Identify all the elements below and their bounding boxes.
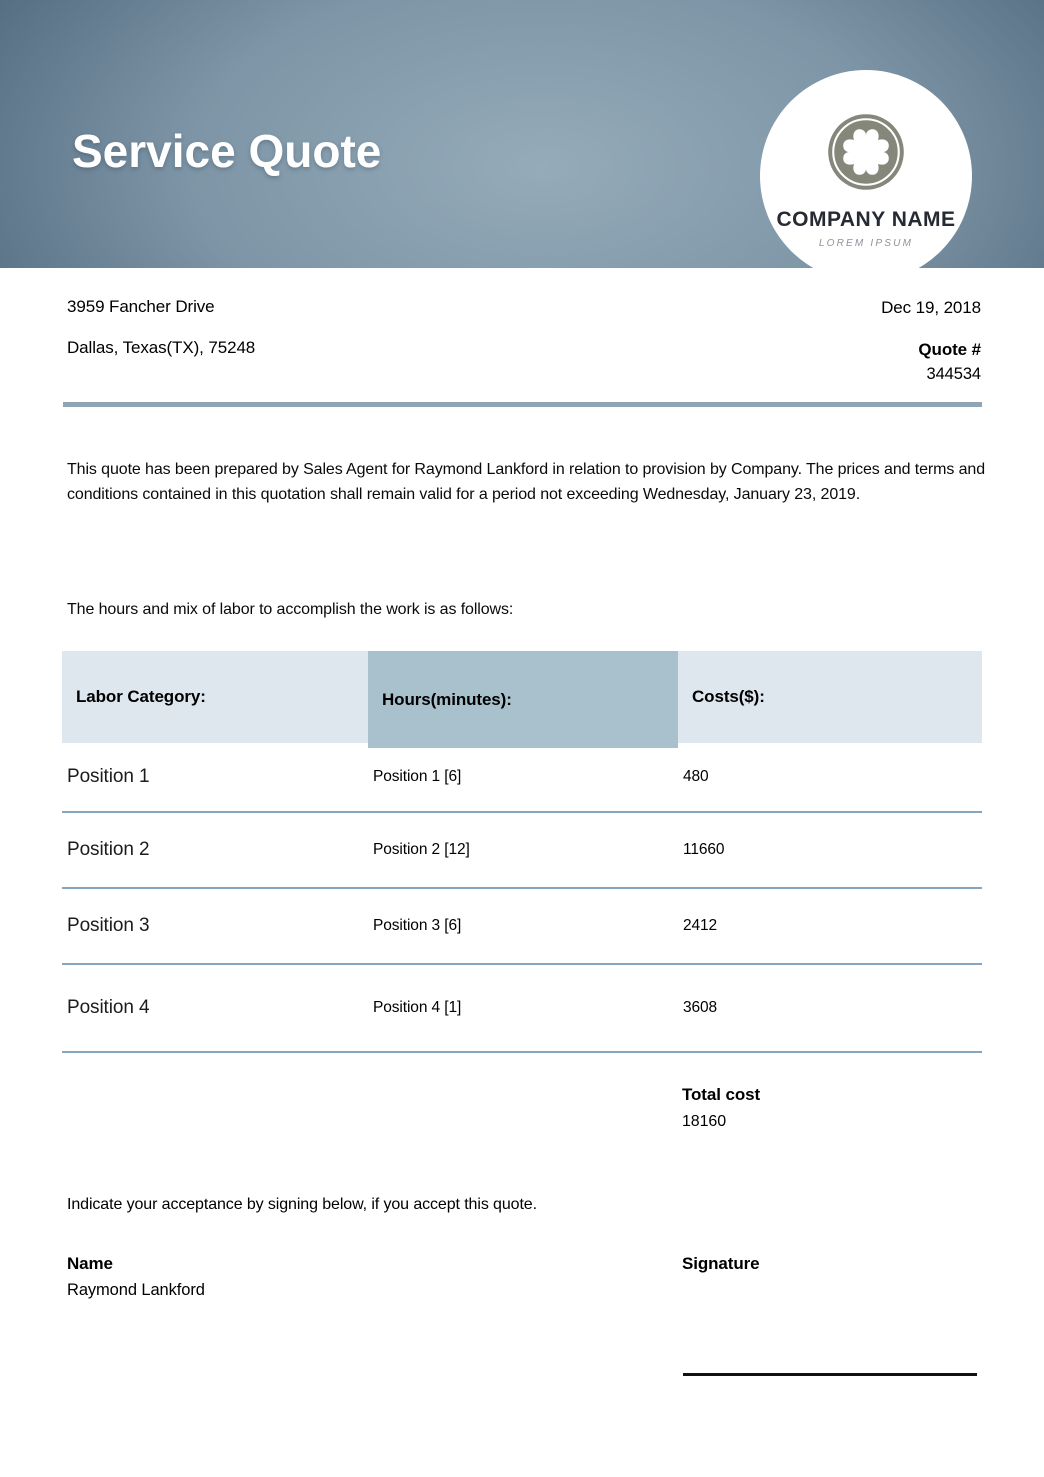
cell-cost: 11660 [683,841,725,858]
header-banner [0,0,1044,268]
cell-labor-category: Position 1 [67,766,150,787]
signature-label: Signature [682,1254,760,1273]
quote-date: Dec 19, 2018 [881,298,981,317]
acceptance-instruction: Indicate your acceptance by signing below, if you accept this quote. [67,1196,537,1213]
column-header-labor-category: Labor Category: [62,651,368,743]
cell-hours: Position 4 [1] [373,999,462,1016]
address-line-2: Dallas, Texas(TX), 75248 [67,338,256,357]
name-label: Name [67,1254,113,1273]
company-name: COMPANY NAME [776,208,956,231]
signature-line [683,1373,977,1376]
column-header-hours: Hours(minutes): [368,651,678,748]
cell-labor-category: Position 4 [67,997,150,1018]
cell-labor-category: Position 2 [67,839,150,860]
cell-hours: Position 3 [6] [373,917,462,934]
table-row [62,965,982,1053]
cell-hours: Position 2 [12] [373,841,470,858]
address-line-1: 3959 Fancher Drive [67,297,215,316]
quote-number-label: Quote # [918,340,981,359]
quote-number-value: 344534 [926,365,981,383]
column-header-costs: Costs($): [678,651,982,743]
table-row [62,813,982,889]
total-cost-value: 18160 [682,1113,726,1130]
customer-name: Raymond Lankford [67,1281,205,1299]
total-cost-label: Total cost [682,1085,761,1104]
cell-cost: 3608 [683,999,718,1016]
page-title: Service Quote [72,125,382,177]
cell-cost: 2412 [683,917,718,934]
cell-hours: Position 1 [6] [373,768,462,785]
clover-icon [824,110,908,194]
company-tagline: LOREM IPSUM [818,238,914,249]
labor-table [62,651,982,1053]
labor-intro-text: The hours and mix of labor to accomplish the work is as follows: [67,601,514,618]
table-header-row [62,651,982,743]
table-row [62,889,982,965]
cell-labor-category: Position 3 [67,915,150,936]
header-divider [63,402,982,407]
quote-intro-paragraph: This quote has been prepared by Sales Agent for Raymond Lankford in relation to provision by Company. The prices and terms and conditions contained in this quotation shall remain valid for a period not exceeding Wednesday, January 23, 2019. [67,461,986,503]
company-logo [760,70,972,282]
cell-cost: 480 [683,768,709,785]
table-row [62,743,982,813]
